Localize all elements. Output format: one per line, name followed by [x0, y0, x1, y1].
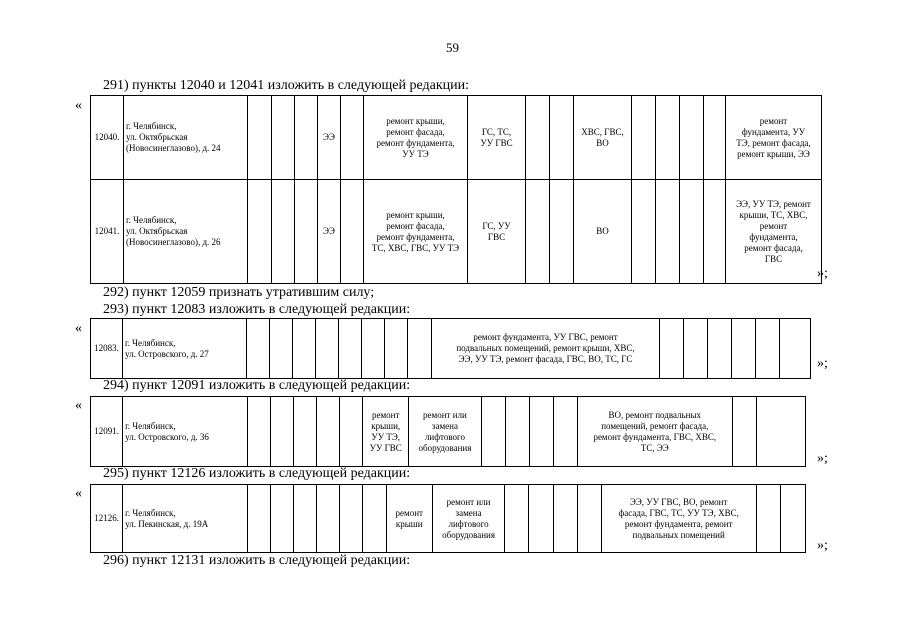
section-heading-295: 295) пункт 12126 изложить в следующей редакции: — [103, 466, 411, 481]
open-quote: « — [75, 321, 82, 336]
close-quote: »; — [817, 538, 828, 553]
wide-cell: ремонт фундамента, УУ ГВС, ремонт подвальных помещений, ремонт крыши, ХВС, ЭЭ, УУ ТЭ, ремонт фасада, ГВС, ВО, ТС, ГС — [432, 319, 660, 379]
row-number: 12083. — [91, 319, 123, 379]
ee-cell: ЭЭ — [318, 96, 341, 180]
row-number: 12040. — [91, 96, 124, 180]
section-heading-296: 296) пункт 12131 изложить в следующей редакции: — [103, 553, 411, 568]
table-row — [91, 397, 806, 467]
wide-cell: ЭЭ, УУ ГВС, ВО, ремонт фасада, ГВС, ТС, УУ ТЭ, ХВС, ремонт фундамента, ремонт подвальных помещений — [601, 485, 756, 553]
repair-cell: ремонт крыши, ремонт фасада, ремонт фундамента, УУ ТЭ — [364, 96, 468, 180]
row-number: 12091. — [91, 397, 123, 467]
hvs-cell: ХВС, ГВС, ВО — [574, 96, 632, 180]
row-number: 12041. — [91, 180, 124, 284]
table-row — [91, 180, 822, 284]
address-cell: г. Челябинск, ул. Октябрьская (Новосинеглазово), д. 26 — [124, 180, 248, 284]
gs-cell: ГС, УУ ГВС — [468, 180, 526, 284]
table-293 — [90, 318, 811, 379]
row-number: 12126. — [91, 485, 123, 553]
address-cell: г. Челябинск, ул. Островского, д. 27 — [123, 319, 247, 379]
repair-cell: ремонт крыши, ремонт фасада, ремонт фундамента, ТС, ХВС, ГВС, УУ ТЭ — [364, 180, 468, 284]
table-295 — [90, 484, 806, 553]
ee-cell: ЭЭ — [318, 180, 341, 284]
hvs-cell: ВО — [574, 180, 632, 284]
last-cell: ЭЭ, УУ ТЭ, ремонт крыши, ТС, ХВС, ремонт фундамента, ремонт фасада, ГВС — [726, 180, 822, 284]
section-heading-291: 291) пункты 12040 и 12041 изложить в следующей редакции: — [103, 78, 470, 93]
close-quote: »; — [817, 451, 828, 466]
close-quote: »; — [817, 266, 828, 281]
last-cell: ремонт фундамента, УУ ТЭ, ремонт фасада, ремонт крыши, ЭЭ — [726, 96, 822, 180]
table-row — [91, 319, 811, 379]
address-cell: г. Челябинск, ул. Пекинская, д. 19А — [123, 485, 248, 553]
address-cell: г. Челябинск, ул. Октябрьская (Новосинеглазово), д. 24 — [124, 96, 248, 180]
gs-cell: ГС, ТС, УУ ГВС — [468, 96, 526, 180]
table-row — [91, 485, 806, 553]
table-294 — [90, 396, 806, 467]
roof-cell: ремонт крыши, УУ ТЭ, УУ ГВС — [363, 397, 409, 467]
page-number: 59 — [446, 40, 459, 55]
section-heading-293: 293) пункт 12083 изложить в следующей редакции: — [103, 302, 411, 317]
section-heading-294: 294) пункт 12091 изложить в следующей редакции: — [103, 378, 411, 393]
lift-cell: ремонт или замена лифтового оборудования — [432, 485, 504, 553]
roof-cell: ремонт крыши — [386, 485, 432, 553]
section-heading-292: 292) пункт 12059 признать утратившим силу; — [103, 285, 375, 300]
table-row — [91, 96, 822, 180]
open-quote: « — [75, 98, 82, 113]
open-quote: « — [75, 486, 82, 501]
open-quote: « — [75, 398, 82, 413]
address-cell: г. Челябинск, ул. Островского, д. 36 — [123, 397, 248, 467]
close-quote: »; — [817, 356, 828, 371]
table-291 — [90, 95, 822, 284]
wide-cell: ВО, ремонт подвальных помещений, ремонт фасада, ремонт фундамента, ГВС, ХВС, ТС, ЭЭ — [577, 397, 732, 467]
lift-cell: ремонт или замена лифтового оборудования — [409, 397, 481, 467]
